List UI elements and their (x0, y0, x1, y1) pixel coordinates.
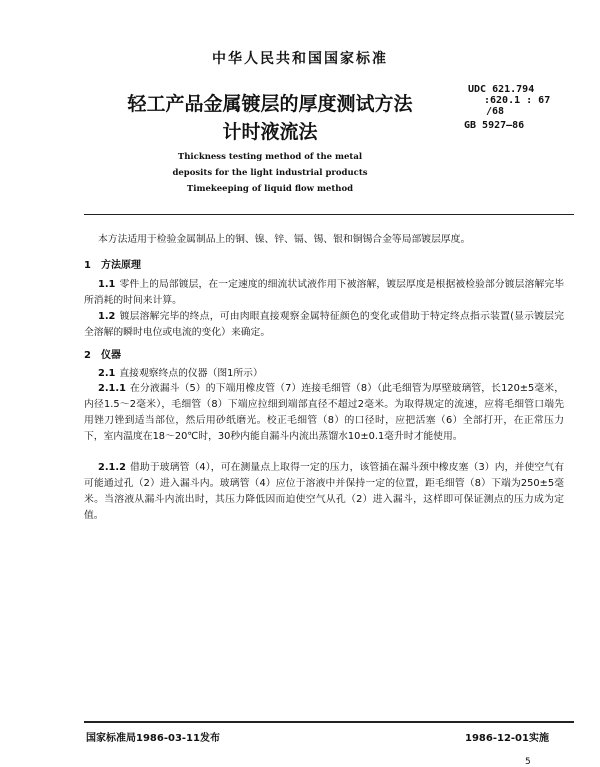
paragraph-2-1-1-text: 在分液漏斗（5）的下端用橡皮管（7）连接毛细管（8）（此毛细管为厚壁玻璃管，长120±5毫米，内径1.5～2毫米），毛细管（8）下端应拉细到端部直径不超过2毫米。为取得规定的流速，应将毛细管口端先用锉刀锉到适当部位，然后用砂纸磨光。校正毛细管（8）的口径时，应把活塞（6）全部打开，在正常压力下，室内温度在18～20℃时，30秒内能自漏斗内流出蒸馏水10±0.1毫升时才能使用。 (84, 383, 564, 442)
paragraph-2-1-1-number: 2.1.1 (98, 383, 126, 394)
paragraph-1-1-text: 零件上的局部镀层，在一定速度的细流状试液作用下被溶解，镀层厚度是根据被检验部分镀层溶解完毕所消耗的时间来计算。 (84, 279, 564, 306)
intro-paragraph: 本方法适用于检验金属制品上的铜、镍、锌、镉、锡、银和铜锡合金等局部镀层厚度。 (98, 234, 471, 245)
paragraph-2-1-2-number: 2.1.2 (98, 462, 126, 473)
section-2-title: 仪器 (100, 350, 121, 361)
paragraph-2-1-text: 直接观察终点的仪器（图1所示） (119, 368, 263, 379)
section-1-heading (84, 256, 141, 271)
section-1-title: 方法原理 (100, 260, 141, 271)
page-number: 5 (525, 757, 531, 767)
effective-date: 1986-12-01实施 (465, 733, 549, 744)
udc-line2: :620.1 : 67 (484, 95, 551, 106)
issue-date: 国家标准局1986-03-11发布 (86, 733, 220, 744)
paragraph-1-2 (84, 309, 564, 341)
udc-line3: /68 (486, 106, 505, 117)
paragraph-2-1 (84, 366, 564, 382)
paragraph-1-2-text: 镀层溶解完毕的终点，可由肉眼直接观察金属特征颜色的变化或借助于特定终点指示装置(显示镀层完全溶解的瞬时电位或电流的变化）来确定。 (84, 311, 564, 338)
document-title-cn (120, 90, 420, 146)
paragraph-1-2-number: 1.2 (98, 311, 116, 322)
title-cn-line2: 计时液流法 (222, 121, 318, 143)
title-cn-line1: 轻工产品金属镀层的厚度测试方法 (127, 93, 413, 115)
paragraph-2-1-2-text: 借助于玻璃管（4），可在测量点上取得一定的压力，该管插在漏斗颈中橡皮塞（3）内，并使空气有可能通过孔（2）进入漏斗内。玻璃管（4）应位于溶液中并保持一定的位置，距毛细管（8）下端为250±5毫米。当溶液从漏斗内流出时，其压力降低因而迫使空气从孔（2）进入漏斗，这样即可保证测点的压力成为定值。 (84, 462, 564, 521)
paragraph-2-1-number: 2.1 (98, 368, 116, 379)
paragraph-1-1 (84, 277, 564, 309)
paragraph-1-1-number: 1.1 (98, 279, 116, 290)
gb-number: GB 5927—86 (464, 120, 525, 131)
section-2-number: 2 (84, 350, 91, 361)
header-divider (84, 214, 574, 215)
title-en-line3: Timekeeping of liquid flow method (186, 184, 354, 194)
paragraph-2-1-1 (84, 381, 564, 445)
title-en-line2: deposits for the light industrial products (172, 168, 368, 178)
udc-line1: UDC 621.794 (468, 84, 535, 95)
document-title-en (120, 149, 420, 197)
title-en-line1: Thickness testing method of the metal (177, 152, 363, 162)
section-1-number: 1 (84, 260, 91, 271)
national-standard-heading: 中华人民共和国国家标准 (212, 51, 388, 67)
udc-classification (468, 84, 550, 117)
section-2-heading (84, 346, 121, 361)
footer-divider (84, 721, 574, 723)
paragraph-2-1-2 (84, 460, 564, 524)
